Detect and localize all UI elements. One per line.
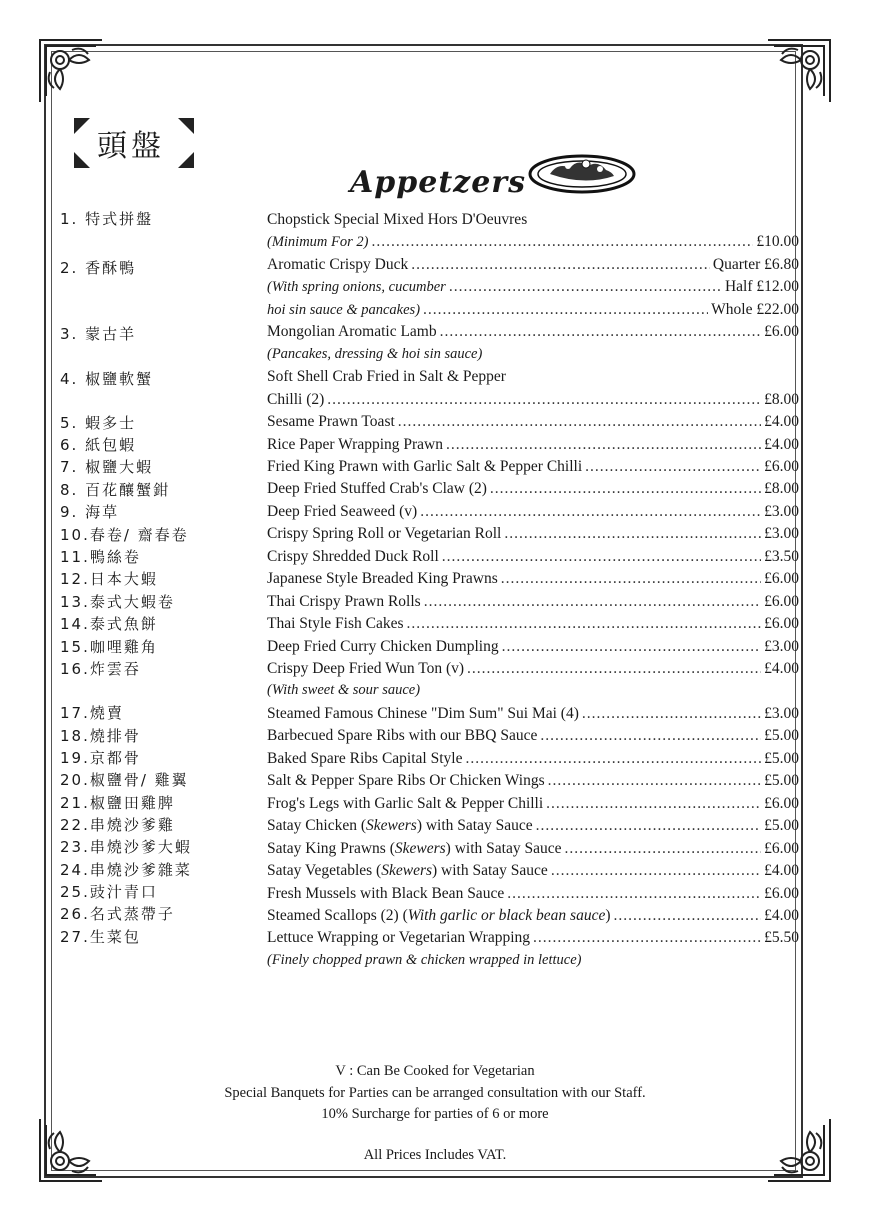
menu-line: [267, 458, 799, 480]
dot-leader: [467, 660, 761, 678]
dot-leader: [490, 480, 761, 498]
chinese-item: 8. 百花釀蟹鉗: [60, 481, 171, 499]
dot-leader: [442, 548, 761, 566]
menu-line: [267, 682, 799, 704]
menu-item-name: Chilli (2): [267, 391, 325, 408]
dot-leader: [533, 929, 761, 947]
dot-leader: [465, 750, 761, 768]
chinese-item: 11.鴨絲卷: [60, 548, 141, 566]
menu-item-price: £3.00: [764, 638, 799, 655]
menu-item-name: Fried King Prawn with Garlic Salt & Pepper Chilli: [267, 458, 583, 475]
food-plate-icon: [528, 152, 636, 194]
chinese-item: 5. 蝦多士: [60, 414, 137, 432]
menu-line: [267, 929, 799, 951]
dot-leader: [449, 278, 722, 296]
menu-item-price: £5.00: [764, 817, 799, 834]
menu-item-name: (Minimum For 2): [267, 234, 369, 250]
menu-line: [267, 413, 799, 435]
menu-item-price: £6.00: [764, 570, 799, 587]
menu-item-price: £4.00: [764, 907, 799, 924]
footer-surcharge-note: 10% Surcharge for parties of 6 or more: [321, 1106, 549, 1122]
menu-item-price: £3.00: [764, 525, 799, 542]
chinese-item: 19.京都骨: [60, 749, 141, 767]
chinese-item: 14.泰式魚餅: [60, 615, 158, 633]
menu-item-name: (With spring onions, cucumber: [267, 279, 446, 295]
menu-item-price: Whole £22.00: [711, 301, 799, 318]
title-chinese: 頭盤: [97, 129, 165, 164]
menu-item-price: £10.00: [756, 233, 799, 250]
dot-leader: [548, 772, 761, 790]
chinese-item: 12.日本大蝦: [60, 570, 158, 588]
chinese-item: 9. 海草: [60, 503, 120, 521]
menu-line: [267, 368, 799, 390]
menu-line: [267, 907, 799, 929]
menu-line: [267, 323, 799, 345]
dot-leader: [536, 817, 762, 835]
menu-line: [267, 772, 799, 794]
menu-item-name: Crispy Deep Fried Wun Ton (v): [267, 660, 465, 677]
menu-item-name: (Finely chopped prawn & chicken wrapped in lettuce): [267, 952, 582, 968]
chinese-item: 20.椒鹽骨/ 雞翼: [60, 771, 189, 789]
menu-line: [267, 660, 799, 682]
menu-item-price: £5.50: [764, 929, 799, 946]
dot-leader: [420, 503, 761, 521]
chinese-item: 2. 香酥鴨: [60, 259, 137, 277]
menu-line: [267, 525, 799, 547]
footer-banquet-note: Special Banquets for Parties can be arranged consultation with our Staff.: [224, 1085, 646, 1101]
chinese-item: 23.串燒沙爹大蝦: [60, 838, 192, 856]
menu-line: [267, 593, 799, 615]
dot-leader: [411, 256, 710, 274]
chinese-item: 21.椒鹽田雞脾: [60, 794, 175, 812]
dot-leader: [501, 570, 761, 588]
menu-item-price: £5.00: [764, 727, 799, 744]
title-chinese-wrap: [97, 118, 165, 168]
dot-leader: [446, 436, 761, 454]
chinese-item: 6. 紙包蝦: [60, 436, 137, 454]
menu-item-name: Lettuce Wrapping or Vegetarian Wrapping: [267, 929, 531, 946]
chinese-item: 24.串燒沙爹雜菜: [60, 861, 192, 879]
chinese-item: 13.泰式大蝦卷: [60, 593, 175, 611]
chinese-item: 10.春卷/ 齋春卷: [60, 526, 189, 544]
chinese-item: 3. 蒙古羊: [60, 325, 137, 343]
menu-item-name: Thai Crispy Prawn Rolls: [267, 593, 421, 610]
menu-line: [267, 301, 799, 323]
dot-leader: [372, 233, 754, 251]
chinese-item: 22.串燒沙爹雞: [60, 816, 175, 834]
menu-line: [267, 750, 799, 772]
menu-item-price: £4.00: [764, 436, 799, 453]
menu-item-name: Rice Paper Wrapping Prawn: [267, 436, 444, 453]
menu-item-name: Frog's Legs with Garlic Salt & Pepper Chilli: [267, 795, 544, 812]
dot-leader: [423, 301, 708, 319]
footer-vat-note: All Prices Includes VAT.: [363, 1147, 507, 1163]
chinese-item: 4. 椒鹽軟蟹: [60, 370, 154, 388]
menu-item-name: Aromatic Crispy Duck: [267, 256, 409, 273]
dot-leader: [327, 391, 761, 409]
chinese-item: 18.燒排骨: [60, 727, 141, 745]
menu-item-name: Crispy Spring Roll or Vegetarian Roll: [267, 525, 502, 542]
menu-line: [267, 570, 799, 592]
menu-item-price: £6.00: [764, 840, 799, 857]
menu-item-name: Fresh Mussels with Black Bean Sauce: [267, 885, 505, 902]
footer-vegetarian-note: V : Can Be Cooked for Vegetarian: [335, 1063, 535, 1079]
dot-leader: [540, 727, 761, 745]
menu-line: [267, 548, 799, 570]
menu-line: [267, 436, 799, 458]
menu-line: [267, 480, 799, 502]
menu-item-price: £6.00: [764, 458, 799, 475]
dot-leader: [551, 862, 761, 880]
menu-item-price: £5.00: [764, 750, 799, 767]
menu-item-name: Japanese Style Breaded King Prawns: [267, 570, 498, 587]
menu-item-name: Satay Chicken (Skewers) with Satay Sauce: [267, 817, 533, 834]
menu-item-name: Sesame Prawn Toast: [267, 413, 395, 430]
dot-leader: [502, 638, 762, 656]
dot-leader: [546, 795, 761, 813]
menu-item-name: Barbecued Spare Ribs with our BBQ Sauce: [267, 727, 538, 744]
menu-item-name: Baked Spare Ribs Capital Style: [267, 750, 463, 767]
corner-ornament-icon: [764, 36, 834, 106]
chinese-item: 27.生菜包: [60, 928, 141, 946]
menu-item-name: Mongolian Aromatic Lamb: [267, 323, 437, 340]
dot-leader: [582, 705, 761, 723]
menu-line: [267, 862, 799, 884]
dot-leader: [507, 885, 761, 903]
menu-item-price: £3.00: [764, 503, 799, 520]
dot-leader: [504, 525, 761, 543]
menu-line: [267, 817, 799, 839]
chinese-item: 17.燒賣: [60, 704, 124, 722]
menu-item-name: Deep Fried Seaweed (v): [267, 503, 418, 520]
menu-line: [267, 885, 799, 907]
dot-leader: [440, 323, 762, 341]
menu-line: [267, 256, 799, 278]
menu-line: [267, 233, 799, 255]
menu-line: [267, 705, 799, 727]
menu-item-price: £6.00: [764, 323, 799, 340]
title-english: Appetzers: [350, 165, 526, 200]
menu-item-price: £6.00: [764, 795, 799, 812]
menu-item-price: £6.00: [764, 593, 799, 610]
dot-leader: [585, 458, 761, 476]
menu-line: [267, 615, 799, 637]
menu-item-price: £8.00: [764, 391, 799, 408]
menu-item-name: Steamed Famous Chinese "Dim Sum" Sui Mai (4): [267, 705, 579, 722]
chinese-item: 25.豉汁青口: [60, 883, 158, 901]
menu-item-name: Steamed Scallops (2) (With garlic or black bean sauce): [267, 907, 611, 924]
menu-line: [267, 840, 799, 862]
menu-item-name: Crispy Shredded Duck Roll: [267, 548, 439, 565]
menu-item-name: Satay King Prawns (Skewers) with Satay Sauce: [267, 840, 562, 857]
menu-item-price: £6.00: [764, 885, 799, 902]
menu-item-name: Satay Vegetables (Skewers) with Satay Sauce: [267, 862, 548, 879]
dot-leader: [406, 615, 761, 633]
menu-item-name: Thai Style Fish Cakes: [267, 615, 404, 632]
menu-item-price: £4.00: [764, 660, 799, 677]
menu-line: [267, 346, 799, 368]
menu-line: [267, 391, 799, 413]
menu-line: [267, 727, 799, 749]
menu-item-price: £4.00: [764, 862, 799, 879]
chinese-item: 15.咖哩雞角: [60, 638, 158, 656]
menu-item-price: Half £12.00: [724, 278, 799, 295]
chinese-item: 7. 椒鹽大蝦: [60, 458, 154, 476]
menu-item-price: £5.00: [764, 772, 799, 789]
menu-item-name: Deep Fried Stuffed Crab's Claw (2): [267, 480, 487, 497]
menu-line: [267, 638, 799, 660]
corner-ornament-icon: [36, 36, 106, 106]
menu-item-name: (With sweet & sour sauce): [267, 682, 421, 698]
menu-line: [267, 211, 799, 233]
menu-item-price: £3.50: [764, 548, 799, 565]
chinese-item: 1. 特式拼盤: [60, 210, 154, 228]
chinese-item: 26.名式蒸帶子: [60, 905, 175, 923]
menu-item-name: Soft Shell Crab Fried in Salt & Pepper: [267, 368, 506, 385]
menu-line: [267, 503, 799, 525]
menu-item-name: Chopstick Special Mixed Hors D'Oeuvres: [267, 211, 528, 228]
menu-item-name: hoi sin sauce & pancakes): [267, 302, 421, 318]
menu-line: [267, 795, 799, 817]
menu-item-name: Salt & Pepper Spare Ribs Or Chicken Wings: [267, 772, 545, 789]
menu-item-price: £3.00: [764, 705, 799, 722]
menu-item-name: (Pancakes, dressing & hoi sin sauce): [267, 346, 483, 362]
dot-leader: [398, 413, 761, 431]
menu-line: [267, 952, 799, 974]
menu-item-price: Quarter £6.80: [712, 256, 799, 273]
menu-item-price: £6.00: [764, 615, 799, 632]
dot-leader: [424, 593, 761, 611]
menu-item-name: Deep Fried Curry Chicken Dumpling: [267, 638, 499, 655]
dot-leader: [614, 907, 762, 925]
dot-leader: [564, 840, 761, 858]
menu-line: [267, 278, 799, 300]
chinese-item: 16.炸雲吞: [60, 660, 141, 678]
menu-item-price: £8.00: [764, 480, 799, 497]
menu-item-price: £4.00: [764, 413, 799, 430]
